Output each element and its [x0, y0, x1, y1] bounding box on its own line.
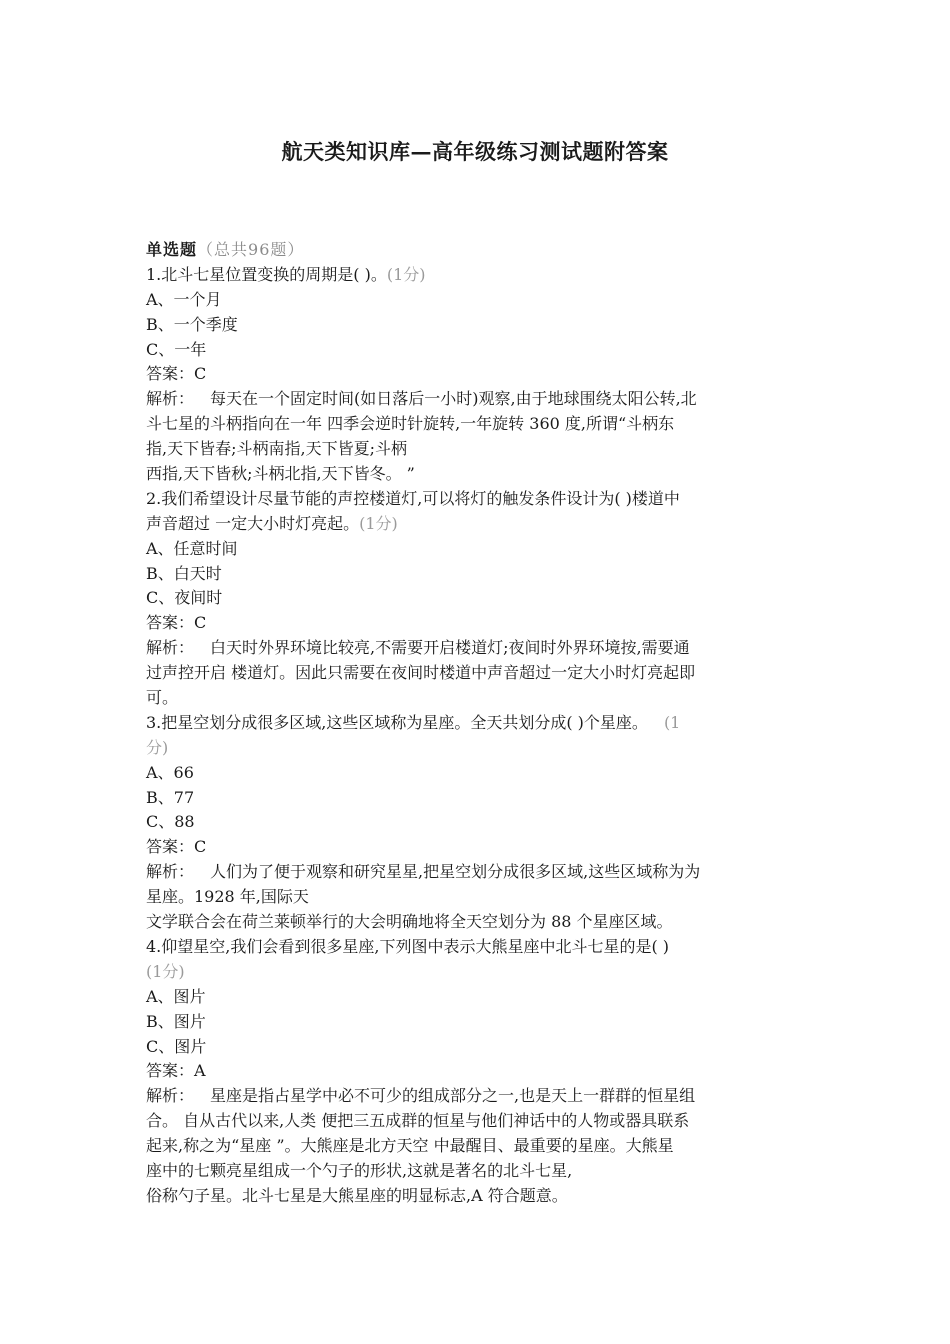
- question-2: [146, 487, 810, 711]
- question-score: (1分): [359, 513, 398, 533]
- question-text: 声音超过 一定大小时灯亮起。(1分): [146, 513, 398, 533]
- option-a: A、任意时间: [146, 538, 238, 558]
- option-c: C、夜间时: [146, 588, 223, 608]
- option-b: B、77: [146, 787, 195, 807]
- answer: 答案：A: [146, 1061, 206, 1081]
- answer: 答案：C: [146, 837, 207, 857]
- question-3: [146, 711, 810, 935]
- question-score: (1分): [146, 961, 185, 981]
- section-label: 单选题: [146, 240, 198, 259]
- analysis-line: 俗称勺子星。北斗七星是大熊星座的明显标志,A 符合题意。: [146, 1185, 568, 1205]
- option-c: C、一年: [146, 339, 207, 359]
- option-a: A、66: [146, 762, 194, 782]
- analysis-line: 解析： 星座是指占星学中必不可少的组成部分之一,也是天上一群群的恒星组: [146, 1086, 696, 1106]
- option-b: B、白天时: [146, 563, 222, 583]
- question-4: [146, 935, 810, 1209]
- analysis-line: 解析： 每天在一个固定时间(如日落后一小时)观察,由于地球围绕太阳公转,北: [146, 389, 697, 409]
- option-a: A、图片: [146, 986, 206, 1006]
- analysis-line: 星座。1928 年,国际天: [146, 887, 309, 907]
- document-title: 航天类知识库—高年级练习测试题附答案: [281, 139, 669, 164]
- option-a: A、一个月: [146, 289, 222, 309]
- analysis-line: 合。 自从古代以来,人类 便把三五成群的恒星与他们神话中的人物或器具联系: [146, 1111, 690, 1131]
- analysis-line: 过声控开启 楼道灯。因此只需要在夜间时楼道中声音超过一定大小时灯亮起即: [146, 663, 696, 683]
- section-heading: [146, 238, 810, 263]
- analysis-line: 西指,天下皆秋;斗柄北指,天下皆冬。 ”: [146, 464, 415, 484]
- analysis-line: 座中的七颗亮星组成一个勺子的形状,这就是著名的北斗七星,: [146, 1160, 573, 1180]
- option-c: C、图片: [146, 1036, 207, 1056]
- analysis-label: 解析：: [146, 1086, 195, 1106]
- question-score: (1: [663, 712, 681, 732]
- answer: 答案：C: [146, 364, 207, 384]
- question-score: (1分): [386, 264, 426, 284]
- section-count: （总共96题）: [197, 240, 305, 259]
- option-b: B、一个季度: [146, 314, 238, 334]
- analysis-label: 解析：: [146, 389, 195, 409]
- question-text: 2.我们希望设计尽量节能的声控楼道灯,可以将灯的触发条件设计为( )楼道中: [146, 488, 680, 508]
- question-score-continued: 分): [146, 737, 169, 757]
- analysis-line: 起来,称之为“星座 ”。大熊座是北方天空 中最醒目、最重要的星座。大熊星: [146, 1136, 674, 1156]
- analysis-line: 解析： 人们为了便于观察和研究星星,把星空划分成很多区域,这些区域称为为: [146, 862, 701, 882]
- analysis-line: 解析： 白天时外界环境比较亮,不需要开启楼道灯;夜间时外界环境按,需要通: [146, 638, 690, 658]
- option-c: C、88: [146, 812, 195, 832]
- question-list: [146, 238, 810, 1209]
- analysis-line: 文学联合会在荷兰莱顿举行的大会明确地将全天空划分为 88 个星座区域。: [146, 912, 673, 932]
- question-1: [146, 263, 810, 487]
- option-b: B、图片: [146, 1011, 206, 1031]
- analysis-label: 解析：: [146, 638, 195, 658]
- analysis-line: 斗七星的斗柄指向在一年 四季会逆时针旋转,一年旋转 360 度,所谓“斗柄东: [146, 414, 675, 434]
- analysis-label: 解析：: [146, 862, 195, 882]
- analysis-line: 指,天下皆春;斗柄南指,天下皆夏;斗柄: [146, 439, 407, 459]
- question-text: 3.把星空划分成很多区域,这些区域称为星座。全天共划分成( )个星座。 (1: [146, 712, 681, 732]
- question-text: 1.北斗七星位置变换的周期是( )。(1分): [146, 264, 426, 284]
- analysis-line: 可。: [146, 688, 179, 708]
- question-text: 4.仰望星空,我们会看到很多星座,下列图中表示大熊星座中北斗七星的是( ): [146, 936, 670, 956]
- answer: 答案：C: [146, 613, 207, 633]
